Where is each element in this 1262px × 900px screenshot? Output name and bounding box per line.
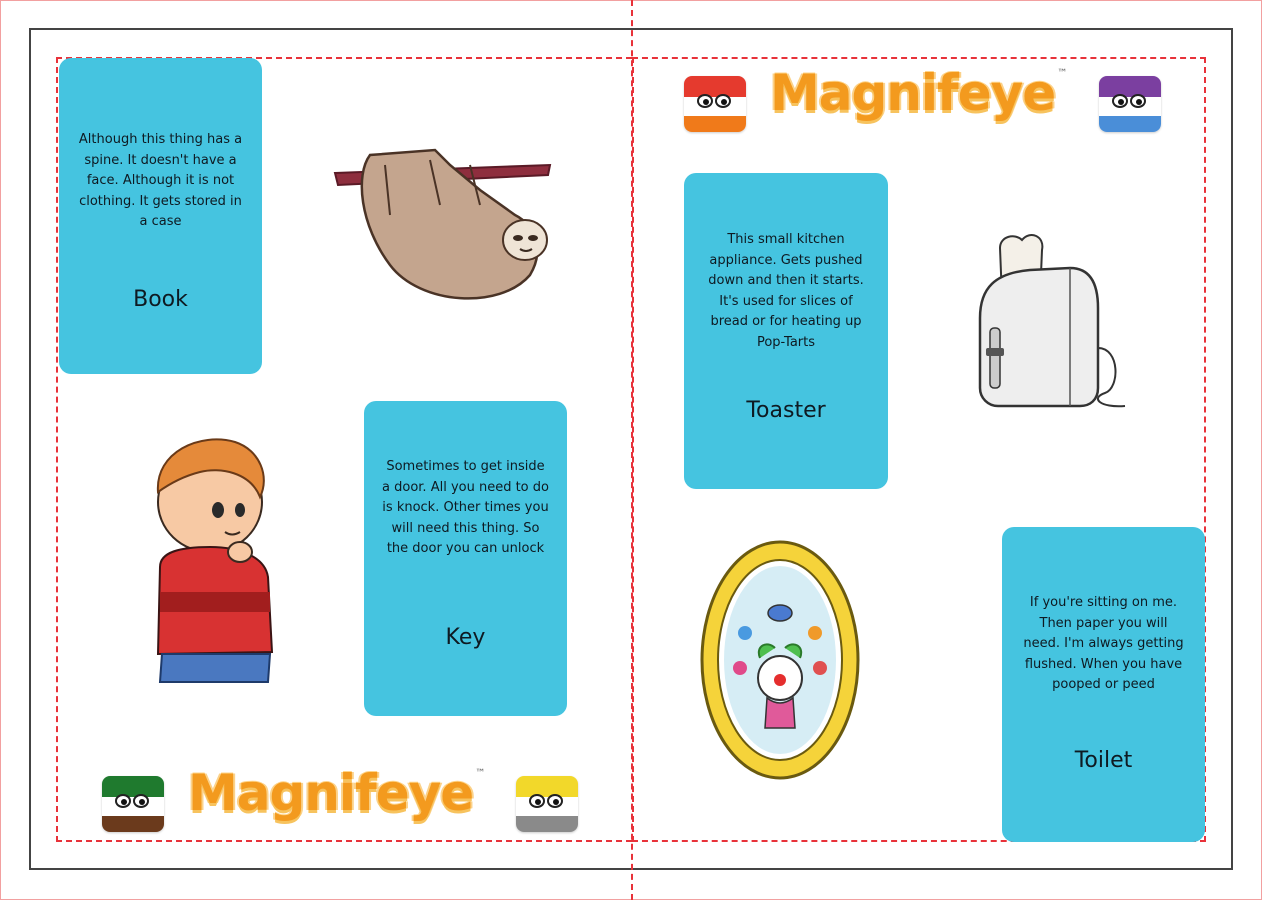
eye-logo-icon (516, 776, 578, 832)
trademark: ™ (1057, 68, 1068, 79)
riddle-card-book (59, 58, 262, 374)
sloth-illustration (330, 135, 555, 315)
eye-logo-icon (684, 76, 746, 132)
toaster-illustration (970, 228, 1130, 413)
riddle-card-toaster (684, 173, 888, 489)
trademark: ™ (475, 768, 486, 779)
brand-wordmark: Magnifeye (770, 64, 1056, 122)
riddle-clue: If you're sitting on me. Then paper you will need. I'm always getting flushed. When you have pooped or peed (1023, 595, 1184, 692)
riddle-answer: Book (133, 287, 188, 312)
boy-thinking-illustration (140, 432, 280, 690)
riddle-card-toilet (1002, 527, 1205, 842)
eye-logo-icon (102, 776, 164, 832)
riddle-card-key (364, 401, 567, 716)
eye-logo-icon (1099, 76, 1161, 132)
clown-mirror-illustration (695, 528, 865, 790)
riddle-clue: Although this thing has a spine. It doesn't have a face. Although it is not clothing. It gets stored in a case (78, 132, 243, 229)
riddle-answer: Key (445, 625, 486, 650)
brand-wordmark: Magnifeye (188, 764, 474, 822)
fold-line (631, 0, 633, 900)
riddle-clue: This small kitchen appliance. Gets pushed down and then it starts. It's used for slices of bread or for heating up Pop-Tarts (708, 232, 864, 350)
riddle-answer: Toilet (1074, 748, 1133, 773)
riddle-answer: Toaster (746, 398, 826, 423)
riddle-clue: Sometimes to get inside a door. All you need to do is knock. Other times you will need this thing. So the door you can unlock (382, 459, 549, 556)
